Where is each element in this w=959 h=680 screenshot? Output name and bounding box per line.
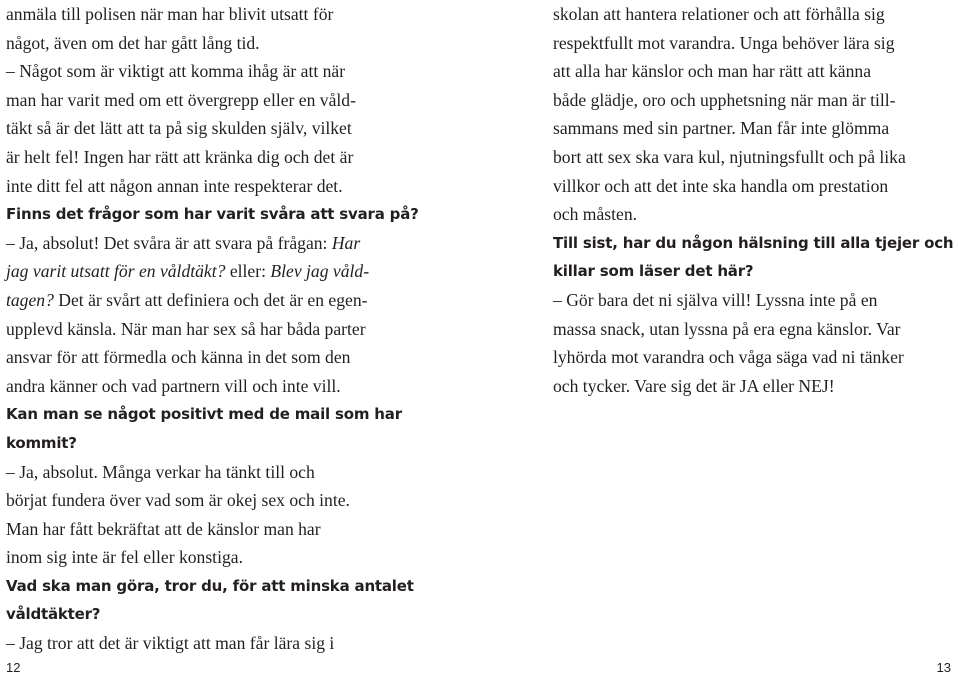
body-text-line: [553, 200, 953, 229]
text-span: upplevd känsla. När man har sex så har båda parter: [6, 318, 366, 339]
text-span: att alla har känslor och man har rätt att känna: [553, 61, 872, 82]
body-text-line: [553, 29, 953, 58]
text-span: Till sist, har du någon hälsning till alla tjejer och: [553, 233, 954, 252]
text-span: kommit?: [6, 433, 77, 452]
text-span: och tycker. Vare sig det är JA eller NEJ!: [553, 375, 835, 396]
text-span: något, även om det har gått lång tid.: [6, 32, 260, 53]
text-span: – Något som är viktigt att komma ihåg är att när: [6, 61, 346, 82]
body-text-line: [6, 543, 446, 572]
body-text-line: [6, 486, 446, 515]
question-line: [6, 400, 446, 429]
text-span: – Gör bara det ni själva vill! Lyssna inte på en: [553, 289, 878, 310]
body-text-line: [6, 629, 446, 658]
text-span: massa snack, utan lyssna på era egna känslor. Var: [553, 318, 901, 339]
body-text-line: [6, 143, 446, 172]
body-text-line: [6, 29, 446, 58]
text-span: och måsten.: [553, 204, 638, 225]
text-span: killar som läser det här?: [553, 262, 754, 281]
text-span: lyhörda mot varandra och våga säga vad ni tänker: [553, 347, 904, 368]
text-span: ansvar för att förmedla och känna in det som den: [6, 347, 351, 368]
italic-text: Blev jag våld-: [270, 261, 370, 282]
text-span: – Jag tror att det är viktigt att man får lära sig i: [6, 633, 335, 654]
text-span: Det är svårt att definiera och det är en egen-: [53, 289, 368, 310]
question-line: [6, 572, 446, 601]
body-text-line: [553, 172, 953, 201]
text-span: andra känner och vad partnern vill och inte vill.: [6, 375, 341, 396]
text-span: sammans med sin partner. Man får inte glömma: [553, 118, 890, 139]
text-span: täkt så är det lätt att ta på sig skulden själv, vilket: [6, 118, 352, 139]
text-span: inom sig inte är fel eller konstiga.: [6, 547, 243, 568]
text-span: Man har fått bekräftat att de känslor man har: [6, 518, 321, 539]
text-span: våldtäkter?: [6, 605, 101, 624]
text-span: börjat fundera över vad som är okej sex och inte.: [6, 490, 350, 511]
question-line: [553, 257, 953, 286]
page-number-left: 12: [6, 660, 21, 675]
italic-text: jag varit utsatt för en våldtäkt?: [6, 261, 226, 282]
text-span: Kan man se något positivt med de mail som har: [6, 405, 402, 424]
body-text-line: [553, 143, 953, 172]
body-text-line: [6, 86, 446, 115]
italic-text: Har: [331, 232, 361, 253]
body-text-line: [553, 86, 953, 115]
text-span: villkor och att det inte ska handla om prestation: [553, 175, 889, 196]
body-text-line: [6, 0, 446, 29]
body-text-line: [6, 229, 446, 258]
body-text-line: [6, 315, 446, 344]
text-span: inte ditt fel att någon annan inte respekterar det.: [6, 175, 343, 196]
body-text-line: [553, 315, 953, 344]
text-span: – Ja, absolut. Många verkar ha tänkt till och: [6, 461, 315, 482]
question-line: [6, 600, 446, 629]
body-text-line: [6, 458, 446, 487]
body-text-line: [6, 515, 446, 544]
question-line: [6, 200, 446, 229]
text-span: Finns det frågor som har varit svåra att svara på?: [6, 205, 419, 224]
body-text-line: [553, 57, 953, 86]
body-text-line: [6, 257, 446, 286]
text-span: anmäla till polisen när man har blivit utsatt för: [6, 4, 334, 24]
body-text-line: [553, 114, 953, 143]
question-line: [6, 429, 446, 458]
italic-text: tagen?: [6, 289, 54, 310]
body-text-line: [6, 172, 446, 201]
page-number-right: 13: [936, 660, 951, 675]
text-span: bort att sex ska vara kul, njutningsfullt och på lika: [553, 146, 906, 167]
question-line: [553, 229, 953, 258]
text-span: man har varit med om ett övergrepp eller en våld-: [6, 89, 356, 110]
text-span: eller:: [225, 261, 271, 282]
text-span: både glädje, oro och upphetsning när man är till-: [553, 89, 896, 110]
body-text-line: [6, 372, 446, 401]
body-text-line: [6, 343, 446, 372]
body-text-line: [553, 372, 953, 401]
body-text-line: [6, 114, 446, 143]
body-text-line: [6, 286, 446, 315]
text-span: – Ja, absolut! Det svåra är att svara på frågan:: [6, 232, 332, 253]
right-page-text: [553, 0, 953, 400]
body-text-line: [553, 0, 953, 29]
text-span: Vad ska man göra, tror du, för att minska antalet: [6, 576, 414, 595]
body-text-line: [553, 286, 953, 315]
text-span: är helt fel! Ingen har rätt att kränka dig och det är: [6, 146, 354, 167]
body-text-line: [6, 57, 446, 86]
body-text-line: [553, 343, 953, 372]
text-span: skolan att hantera relationer och att förhålla sig: [553, 4, 885, 24]
text-span: respektfullt mot varandra. Unga behöver lära sig: [553, 32, 895, 53]
left-page-text: [6, 0, 446, 658]
